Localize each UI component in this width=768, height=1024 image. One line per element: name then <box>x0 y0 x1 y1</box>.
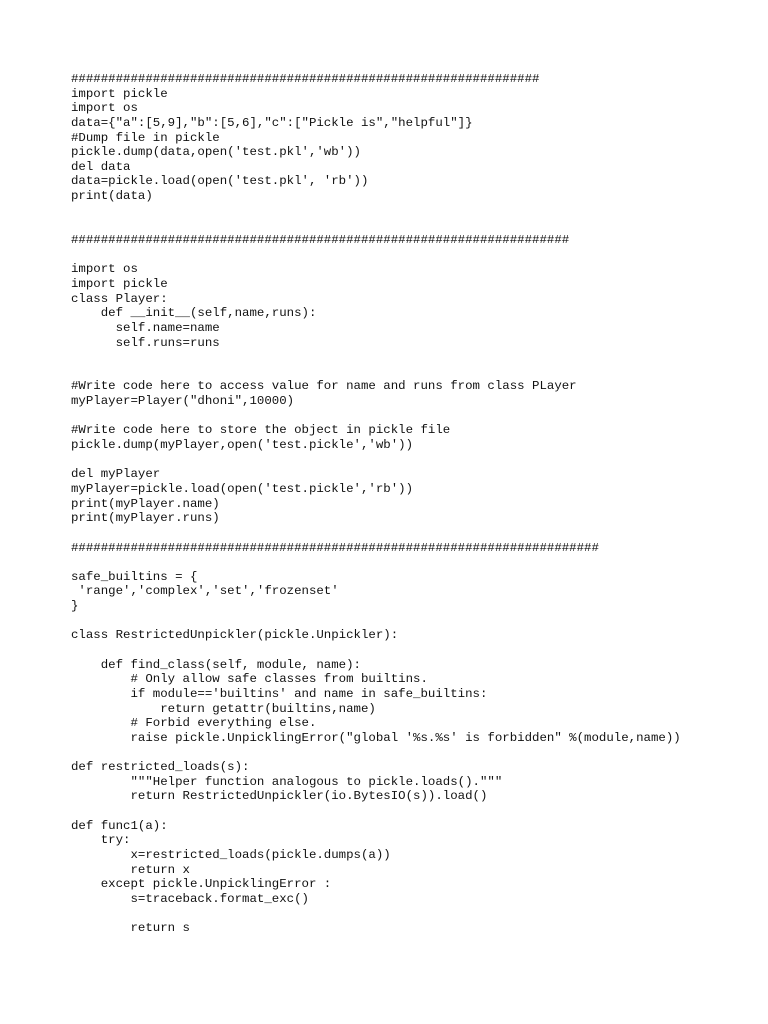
code-line: ####################################################################### <box>71 540 599 555</box>
code-line: raise pickle.UnpicklingError("global '%s.%s' is forbidden" %(module,name)) <box>71 730 681 745</box>
code-line: ################################################################### <box>71 233 570 248</box>
code-block <box>71 72 681 936</box>
blank-line <box>71 526 681 541</box>
code-line: ############################################################### <box>71 72 540 86</box>
blank-line <box>71 365 681 380</box>
code-line: print(data) <box>71 189 153 204</box>
code-line: return RestrictedUnpickler(io.BytesIO(s)).load() <box>71 789 488 804</box>
code-line: """Helper function analogous to pickle.loads().""" <box>71 774 503 789</box>
code-line: import os <box>71 262 138 277</box>
code-line: s=traceback.format_exc() <box>71 891 309 906</box>
code-line: #Write code here to access value for name and runs from class PLayer <box>71 379 577 394</box>
blank-line <box>71 409 681 424</box>
blank-line <box>71 218 681 233</box>
code-line: class RestrictedUnpickler(pickle.Unpickler): <box>71 628 399 643</box>
blank-line <box>71 248 681 263</box>
code-line: self.runs=runs <box>71 335 220 350</box>
code-line: if module=='builtins' and name in safe_builtins: <box>71 686 488 701</box>
code-line: data={"a":[5,9],"b":[5,6],"c":["Pickle is","helpful"]} <box>71 115 473 130</box>
code-line: import pickle <box>71 86 168 101</box>
code-line: import os <box>71 101 138 116</box>
code-line: myPlayer=Player("dhoni",10000) <box>71 394 295 409</box>
code-line: except pickle.UnpicklingError : <box>71 877 332 892</box>
code-line: # Only allow safe classes from builtins. <box>71 672 428 687</box>
code-line: safe_builtins = { <box>71 569 198 584</box>
code-line: data=pickle.load(open('test.pkl', 'rb')) <box>71 174 369 189</box>
blank-line <box>71 614 681 629</box>
code-line: #Write code here to store the object in pickle file <box>71 423 451 438</box>
blank-line <box>71 555 681 570</box>
code-line: myPlayer=pickle.load(open('test.pickle','rb')) <box>71 481 414 496</box>
code-line: def restricted_loads(s): <box>71 760 250 775</box>
code-line: del myPlayer <box>71 467 161 482</box>
blank-line <box>71 643 681 658</box>
code-line: import pickle <box>71 276 168 291</box>
code-line: # Forbid everything else. <box>71 716 317 731</box>
code-line: try: <box>71 833 131 848</box>
code-line: def __init__(self,name,runs): <box>71 306 317 321</box>
blank-line <box>71 745 681 760</box>
blank-line <box>71 350 681 365</box>
blank-line <box>71 907 681 922</box>
code-line: def func1(a): <box>71 818 168 833</box>
code-line: 'range','complex','set','frozenset' <box>71 584 339 599</box>
code-line: class Player: <box>71 291 168 306</box>
code-line: x=restricted_loads(pickle.dumps(a)) <box>71 847 391 862</box>
code-line: pickle.dump(myPlayer,open('test.pickle','wb')) <box>71 438 414 453</box>
blank-line <box>71 804 681 819</box>
code-line: print(myPlayer.name) <box>71 496 220 511</box>
code-line: del data <box>71 159 131 174</box>
code-line: return s <box>71 921 190 936</box>
code-line: return getattr(builtins,name) <box>71 701 376 716</box>
blank-line <box>71 204 681 219</box>
code-line: self.name=name <box>71 320 220 335</box>
code-line: } <box>71 599 79 614</box>
code-line: return x <box>71 862 190 877</box>
blank-line <box>71 453 681 468</box>
code-line: print(myPlayer.runs) <box>71 511 220 526</box>
code-line: pickle.dump(data,open('test.pkl','wb')) <box>71 145 361 160</box>
code-line: #Dump file in pickle <box>71 130 220 145</box>
code-line: def find_class(self, module, name): <box>71 657 361 672</box>
